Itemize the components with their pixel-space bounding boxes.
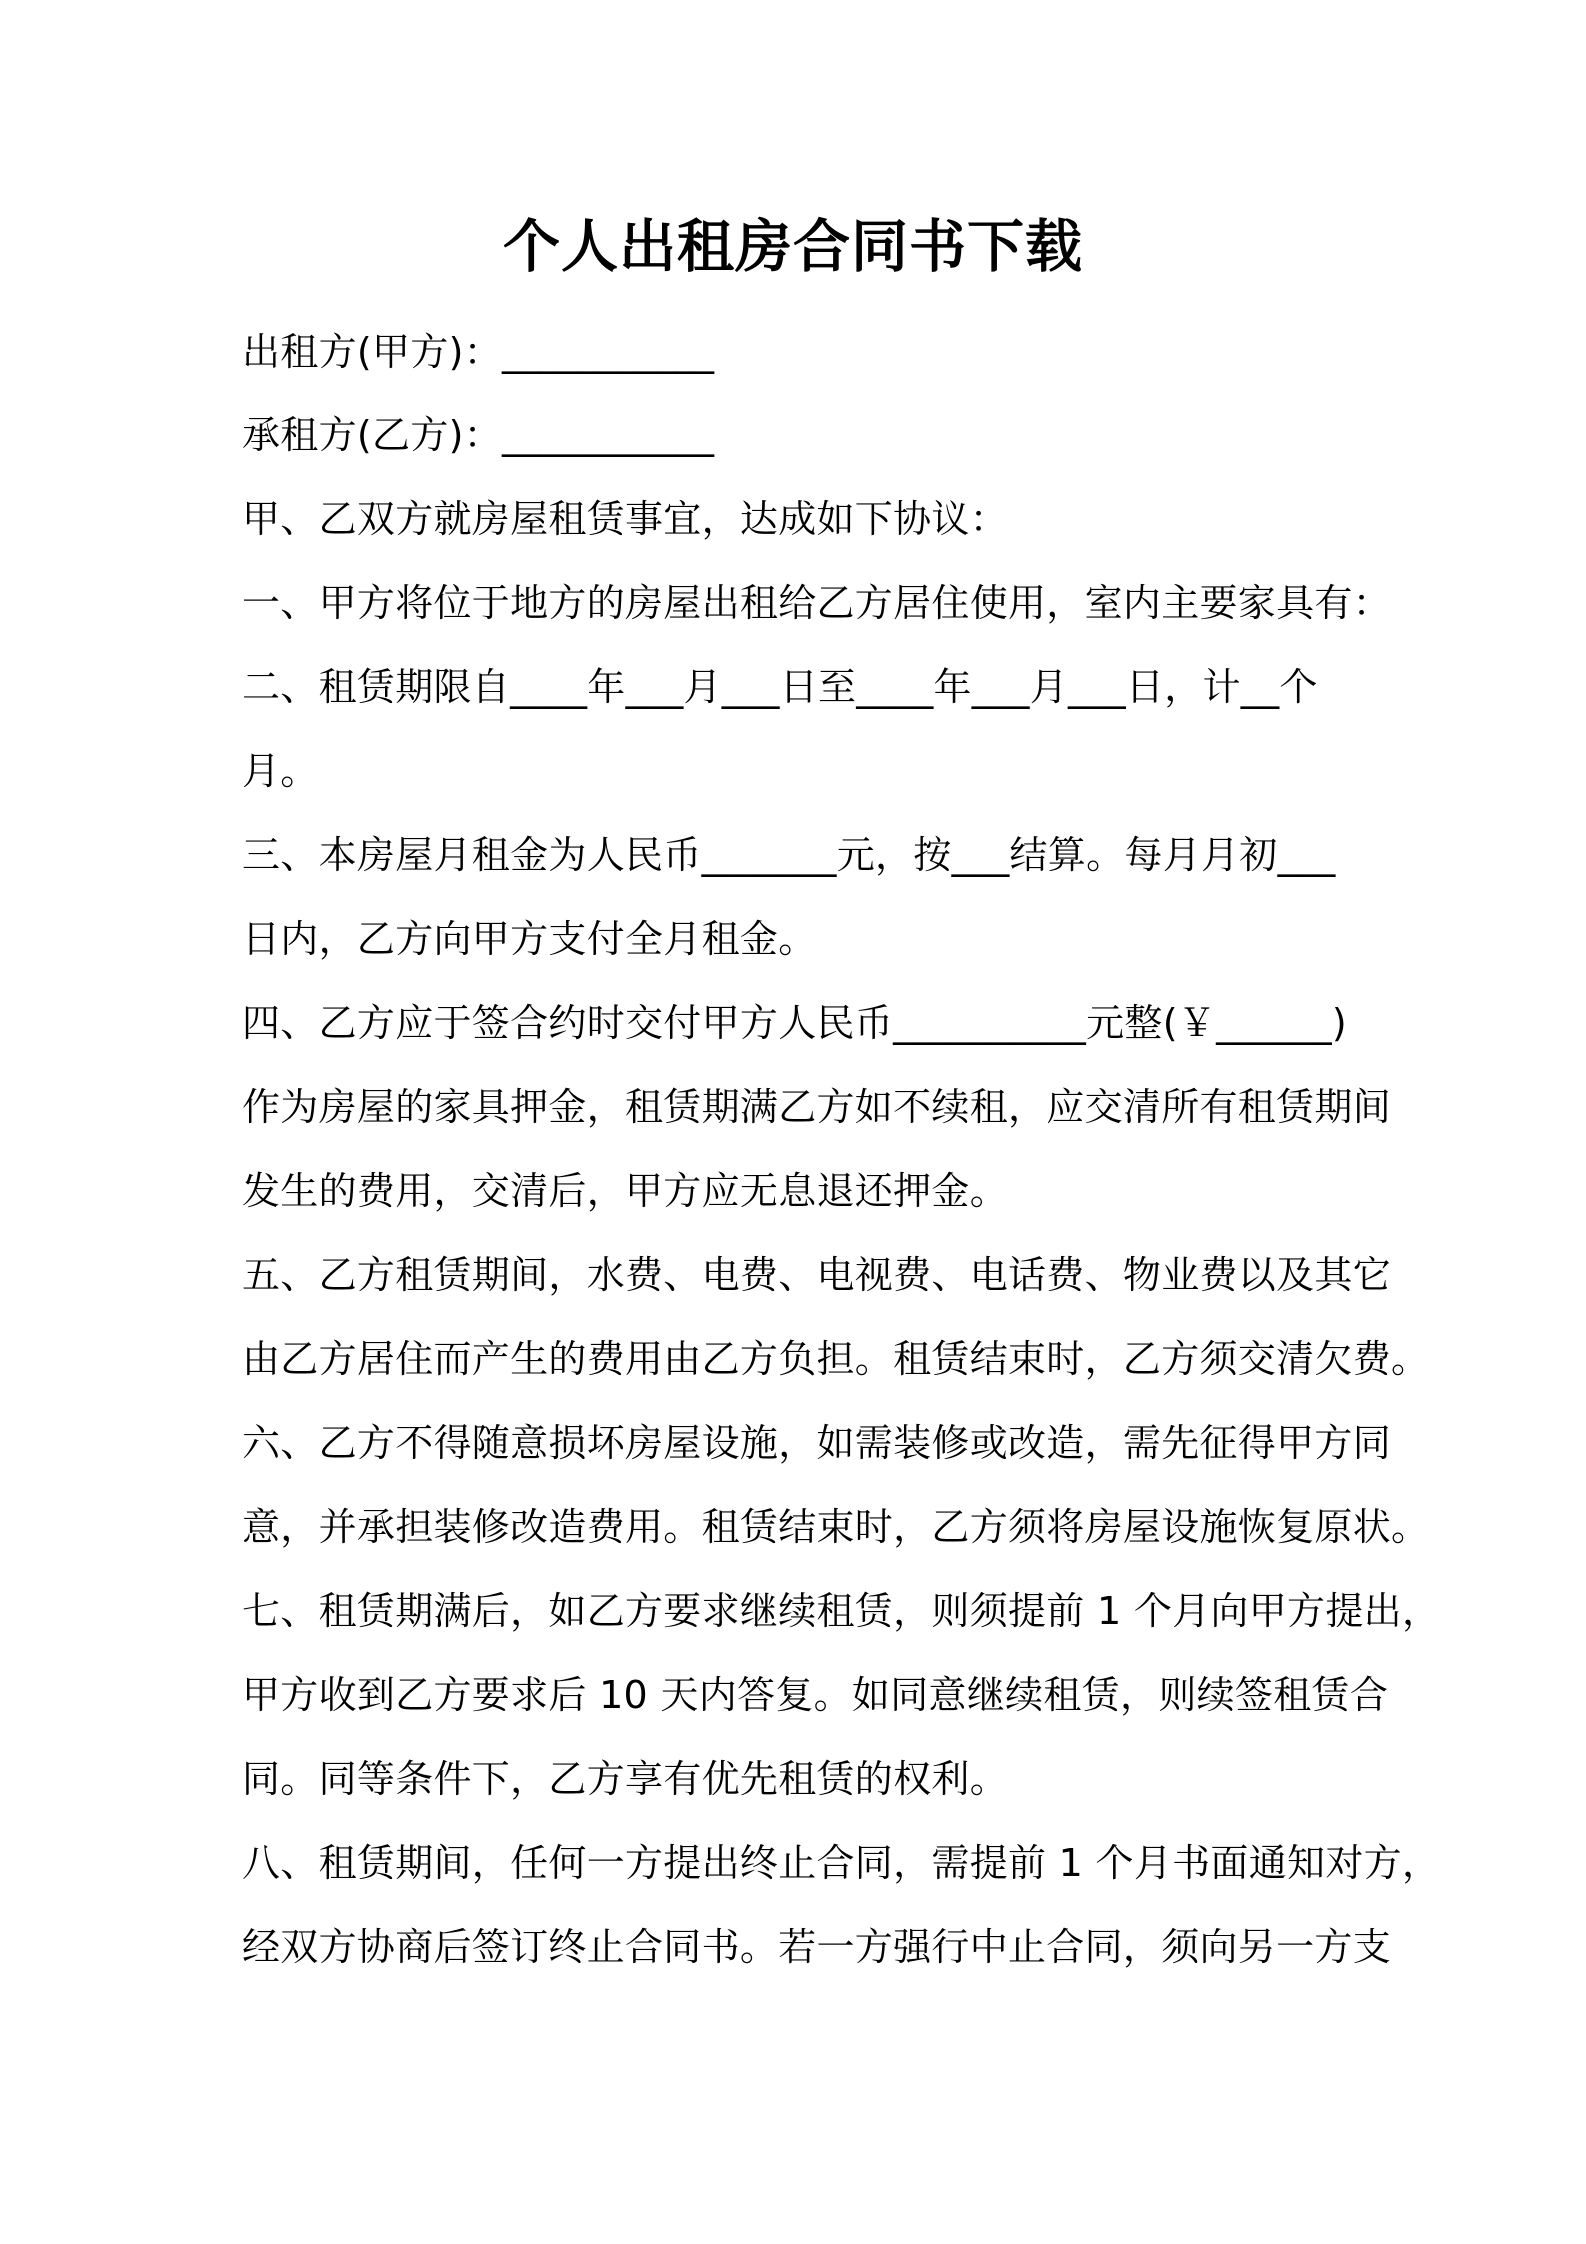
- clause-7-line-1: 七、租赁期满后，如乙方要求继续租赁，则须提前 1 个月向甲方提出，: [242, 1589, 1441, 1633]
- clause-5-line-1: 五、乙方租赁期间，水费、电费、电视费、电话费、物业费以及其它: [242, 1253, 1392, 1297]
- clause-6-line-1: 六、乙方不得随意损坏房屋设施，如需装修或改造，需先征得甲方同: [242, 1421, 1392, 1465]
- clause-2-line-2: 月。: [242, 749, 319, 793]
- clause-4-line-2: 作为房屋的家具押金，租赁期满乙方如不续租，应交清所有租赁期间: [242, 1085, 1392, 1129]
- clause-3-line-1: 三、本房屋月租金为人民币_______元，按___结算。每月月初___: [242, 833, 1336, 877]
- clause-2-line-1: 二、租赁期限自____年___月___日至____年___月___日，计__个: [242, 665, 1318, 709]
- clause-4-line-1: 四、乙方应于签合约时交付甲方人民币__________元整(￥______): [242, 1001, 1348, 1045]
- lessee-line: 承租方(乙方)：___________: [242, 413, 715, 457]
- agreement-intro-line: 甲、乙双方就房屋租赁事宜，达成如下协议：: [242, 497, 1009, 541]
- clause-4-line-3: 发生的费用，交清后，甲方应无息退还押金。: [242, 1169, 1009, 1213]
- document-title: 个人出租房合同书下载: [503, 214, 1083, 280]
- clause-7-line-3: 同。同等条件下，乙方享有优先租赁的权利。: [242, 1757, 1009, 1801]
- clause-5-line-2: 由乙方居住而产生的费用由乙方负担。租赁结束时，乙方须交清欠费。: [242, 1337, 1430, 1381]
- clause-3-line-2: 日内，乙方向甲方支付全月租金。: [242, 917, 817, 961]
- clause-1-line: 一、甲方将位于地方的房屋出租给乙方居住使用，室内主要家具有：: [242, 581, 1392, 625]
- clause-6-line-2: 意，并承担装修改造费用。租赁结束时，乙方须将房屋设施恢复原状。: [242, 1505, 1430, 1549]
- clause-8-line-2: 经双方协商后签订终止合同书。若一方强行中止合同，须向另一方支: [242, 1925, 1392, 1969]
- lessor-line: 出租方(甲方)：___________: [242, 330, 715, 374]
- clause-8-line-1: 八、租赁期间，任何一方提出终止合同，需提前 1 个月书面通知对方，: [242, 1841, 1441, 1885]
- clause-7-line-2: 甲方收到乙方要求后 10 天内答复。如同意继续租赁，则续签租赁合: [242, 1673, 1389, 1717]
